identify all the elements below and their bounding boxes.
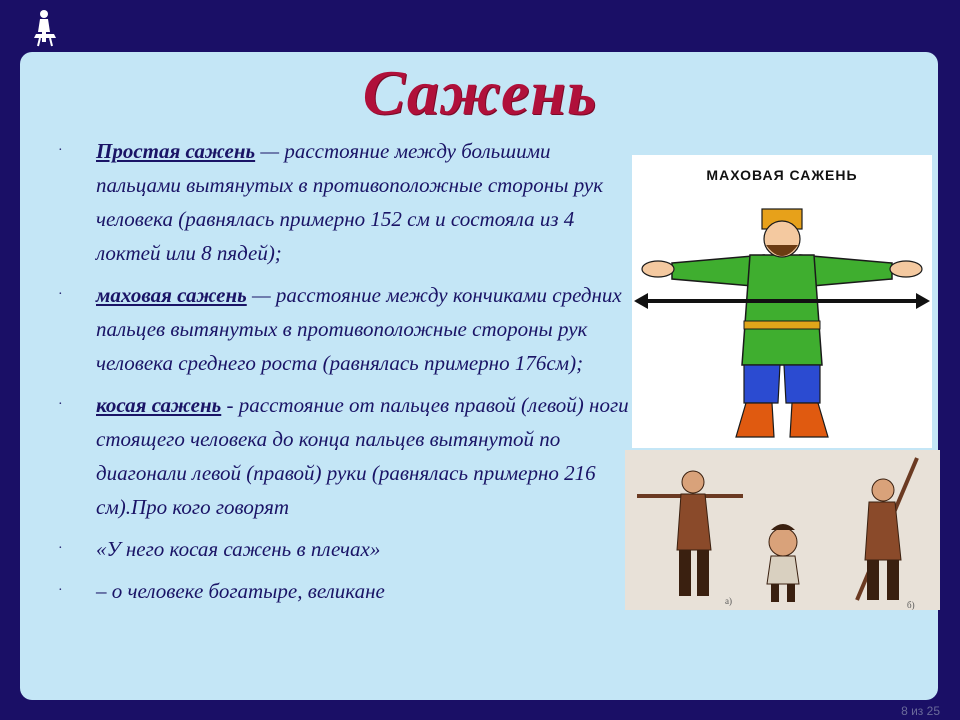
bullet-dot-icon: · — [58, 397, 63, 412]
saying-text: «У него косая сажень в плечах» — [96, 537, 381, 561]
man-figure-icon — [632, 155, 932, 448]
term-simple: Простая сажень — [96, 139, 256, 163]
swing-fathom-illustration — [632, 155, 932, 448]
list-item — [58, 278, 638, 380]
definition-swing: — расстояние между кончиками средних пальцев вытянутых в противоположные стороны рук человека среднего роста (равнялась примерно 176см); — [96, 283, 622, 375]
list-item — [58, 574, 638, 608]
term-oblique: косая сажень — [96, 393, 222, 417]
definition-oblique: - расстояние от пальцев правой (левой) ноги стоящего человека до конца пальцев вытянутой по диагонали левой (правой) руки (равнялась примерно 216 см).Про кого говорят — [96, 393, 629, 519]
three-figures-icon — [625, 450, 940, 610]
slide-title: Сажень — [362, 57, 598, 128]
list-item — [58, 532, 638, 566]
presenter-logo-icon — [26, 8, 62, 48]
fathom-figures-illustration — [625, 450, 940, 610]
figure-label-b: б) — [907, 600, 915, 610]
page-number: 8 из 25 — [901, 704, 940, 718]
bullet-dot-icon: · — [58, 583, 63, 598]
bullet-dot-icon: · — [58, 541, 63, 556]
illustration-caption: МАХОВАЯ САЖЕНЬ — [706, 167, 858, 183]
term-swing: маховая сажень — [96, 283, 247, 307]
bullet-dot-icon: · — [58, 143, 63, 158]
definition-simple: — расстояние между большими пальцами вытянутых в противоположные стороны рук человека (равнялась примерно 152 см и состояла из 4 локтей или 8 пядей); — [96, 139, 604, 265]
figure-label-a: а) — [725, 596, 732, 606]
bullet-dot-icon: · — [58, 287, 63, 302]
list-item — [58, 388, 638, 524]
list-item — [58, 134, 638, 270]
saying-meaning: – о человеке богатыре, великане — [96, 579, 385, 603]
bullet-list — [58, 134, 638, 616]
